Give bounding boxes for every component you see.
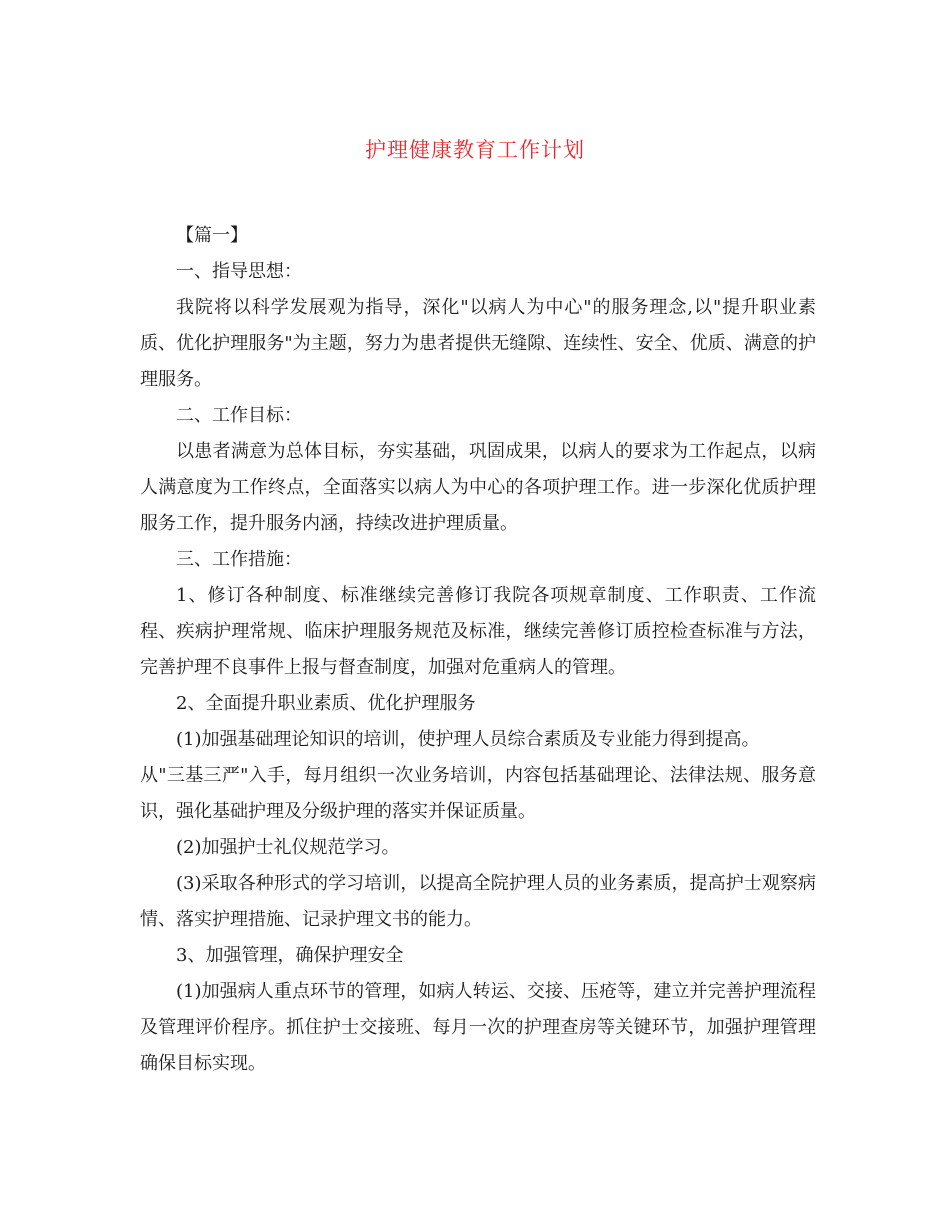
document-title: 护理健康教育工作计划 (365, 138, 585, 162)
paragraph-guiding-ideology: 我院将以科学发展观为指导，深化"以病人为中心"的服务理念,以"提升职业素质、优化护理服务"为主题，努力为患者提供无缝隙、连续性、安全、优质、满意的护理服务。 (140, 297, 816, 390)
paragraph-measure-1: 1、修订各种制度、标准继续完善修订我院各项规章制度、工作职责、工作流程、疾病护理常规、临床护理服务规范及标准，继续完善修订质控检查标准与方法，完善护理不良事件上报与督查制度，加强对危重病人的管理。 (140, 585, 816, 678)
section-heading-part-one: 【篇一】 (176, 225, 248, 246)
document-body (140, 218, 816, 1082)
heading-work-measures: 三、工作措施： (176, 549, 302, 570)
heading-guiding-ideology: 一、指导思想： (176, 261, 302, 282)
paragraph-measure-2-item-3: (3)采取各种形式的学习培训，以提高全院护理人员的业务素质，提高护士观察病情、落实护理措施、记录护理文书的能力。 (140, 873, 816, 930)
heading-work-goals: 二、工作目标： (176, 405, 302, 426)
paragraph-measure-2-item-2: (2)加强护士礼仪规范学习。 (176, 837, 400, 858)
paragraph-measure-2-item-1-detail: 从"三基三严"入手，每月组织一次业务培训，内容包括基础理论、法律法规、服务意识，强化基础护理及分级护理的落实并保证质量。 (140, 765, 816, 822)
paragraph-measure-2-item-1: (1)加强基础理论知识的培训，使护理人员综合素质及专业能力得到提高。 (176, 729, 760, 750)
paragraph-work-goals: 以患者满意为总体目标，夯实基础，巩固成果，以病人的要求为工作起点，以病人满意度为工作终点，全面落实以病人为中心的各项护理工作。进一步深化优质护理服务工作，提升服务内涵，持续改进护理质量。 (140, 441, 816, 534)
heading-measure-2: 2、全面提升职业素质、优化护理服务 (176, 693, 476, 714)
heading-measure-3: 3、加强管理，确保护理安全 (176, 945, 404, 966)
paragraph-measure-3-item-1: (1)加强病人重点环节的管理，如病人转运、交接、压疮等，建立并完善护理流程及管理评价程序。抓住护士交接班、每月一次的护理查房等关键环节，加强护理管理确保目标实现。 (140, 981, 816, 1074)
